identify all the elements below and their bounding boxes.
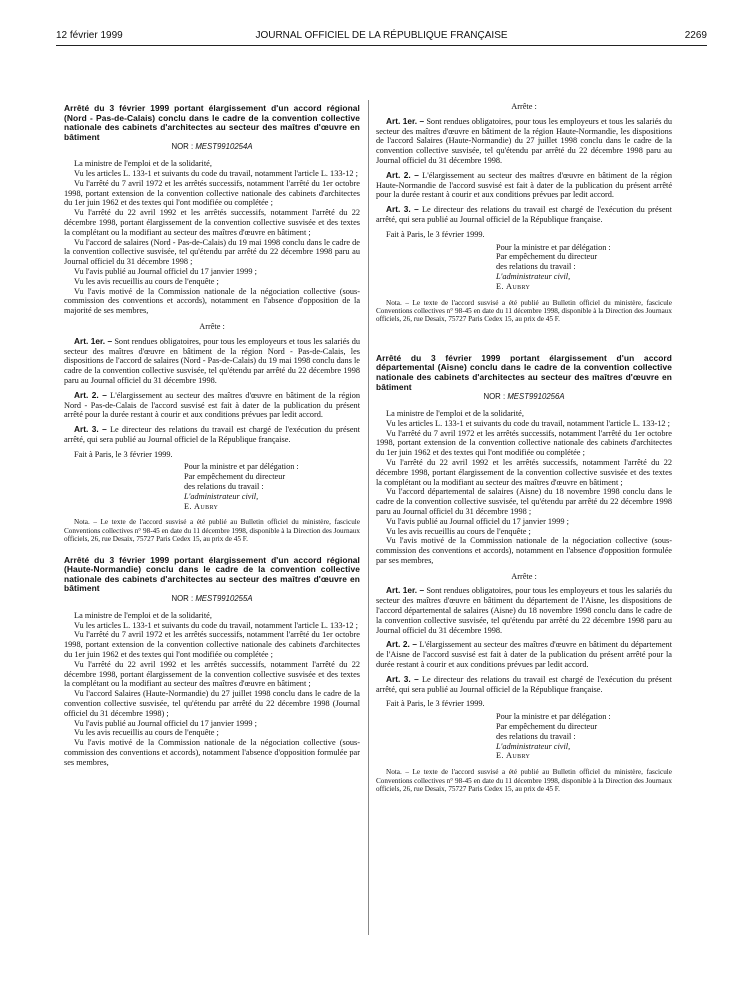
nor-reference — [64, 594, 360, 604]
article-label: Art. 1er. – — [386, 585, 425, 596]
visa: Vu l'avis publié au Journal officiel du 17 janvier 1999 ; — [74, 266, 257, 276]
arrete-title: Arrêté du 3 février 1999 portant élargissement d'un accord départemental (Aisne) conclu dans le cadre de la convention collective nationale des cabinets d'architectes au secteur des maîtres d'œuvre en bâtiment — [376, 352, 672, 392]
nor-code: MEST9910255A — [195, 594, 253, 604]
nor-code: MEST9910256A — [507, 392, 565, 402]
signature-line: des relations du travail : — [496, 731, 576, 741]
article-label: Art. 2. – — [386, 639, 418, 650]
signatory-name: E. Aubry — [496, 751, 531, 761]
article — [376, 117, 672, 166]
header-journal-title: JOURNAL OFFICIEL DE LA RÉPUBLIQUE FRANÇAISE — [255, 30, 508, 41]
nota-note: Nota. – Le texte de l'accord susvisé a été publié au Bulletin officiel du ministère, fascicule Conventions collectives n° 98-45 en date du 11 décembre 1998, disponible à la Direction des Journaux officiels, 26, rue Desaix, 75727 Paris Cedex 15, au prix de 45 F. — [376, 298, 672, 324]
visa: Vu l'arrêté du 22 avril 1992 et les arrêtés successifs, notamment l'arrêté du 22 décembre 1998, portant élargissement de la convention collective susvisée et des textes la complétant ou la modifiant au secteur des maîtres d'œuvre en bâtiment ; — [376, 457, 672, 487]
signature-line: Par empêchement du directeur — [496, 722, 598, 732]
section-gap — [376, 324, 672, 354]
visa: Vu l'avis motivé de la Commission nationale de la négociation collective (sous-commission des conventions et accords), notamment l'absence d'opposition formulée par ses membres, — [64, 738, 360, 767]
signature-line: des relations du travail : — [184, 482, 264, 492]
signing-place-date: Fait à Paris, le 3 février 1999. — [386, 229, 485, 239]
arrete-nord-pas-de-calais — [64, 104, 360, 544]
signature-title: L'administrateur civil, — [496, 741, 571, 751]
visa: Vu les avis recueillis au cours de l'enquête ; — [386, 526, 531, 536]
visa: Vu les avis recueillis au cours de l'enquête ; — [74, 276, 219, 286]
visa: Vu l'avis motivé de la Commission nationale de la négociation collective (sous-commission des conventions et accords), notamment en l'absence d'opposition formulée par ses membres, — [376, 536, 672, 565]
header-rule — [56, 45, 707, 46]
arrete-haute-normandie-continued — [376, 102, 672, 324]
article-text: Le directeur des relations du travail est chargé de l'exécution du présent arrêté, qui sera publié au Journal officiel de la République française. — [376, 674, 672, 694]
visa: Vu l'arrêté du 22 avril 1992 et les arrêtés successifs, notamment l'arrêté du 22 décembre 1998, portant élargissement de la convention collective susvisée et des textes la complétant ou la modifiant au secteur des maîtres d'œuvre en bâtiment ; — [64, 208, 360, 237]
nor-label: NOR : — [171, 594, 194, 604]
article — [64, 337, 360, 386]
article — [376, 586, 672, 635]
header-date: 12 février 1999 — [56, 30, 123, 41]
arrete-label: Arrête : — [511, 102, 537, 111]
signing-place-date: Fait à Paris, le 3 février 1999. — [386, 699, 485, 709]
article-label: Art. 3. – — [386, 673, 419, 684]
visa: Vu l'accord départemental de salaires (Aisne) du 18 novembre 1998 conclu dans le cadre de la convention collective susvisée, tel qu'étendu par arrêté du 22 décembre 1998 paru au Journal officiel du 31 décembre 1998 ; — [376, 487, 672, 516]
article — [376, 171, 672, 200]
article-label: Art. 1er. – — [386, 115, 425, 126]
article-text: Sont rendues obligatoires, pour tous les employeurs et tous les salariés du secteur des maîtres d'œuvre en bâtiment de la région Nord - Pas-de-Calais, les dispositions de l'accord de salaires (Nord - Pas-de-Calais) du 19 mai 1998 conclu dans le cadre de la convention collective susvisée, tel qu'étendu par arrêté du 22 décembre 1998 paru au Journal officiel du 31 décembre 1998. — [64, 336, 361, 385]
arrete-title: Arrêté du 3 février 1999 portant élargissement d'un accord régional (Haute-Normandie) conclu dans le cadre de la convention collective nationale des cabinets d'architectes au secteur des maîtres d'œuvre en bâtiment — [64, 554, 360, 594]
arrete-haute-normandie — [64, 556, 360, 768]
article — [376, 205, 672, 225]
article-text: L'élargissement au secteur des maîtres d'œuvre en bâtiment du département de l'Aisne de l'accord susvisé est fait à dater de la publication du présent arrêté pour la durée restant à courir et aux conditions prévues par ledit accord. — [376, 640, 673, 670]
nor-label: NOR : — [171, 142, 194, 152]
signature-line: Pour la ministre et par délégation : — [184, 462, 299, 472]
article — [376, 675, 672, 695]
article-label: Art. 3. – — [74, 424, 107, 435]
signature-line: Pour la ministre et par délégation : — [496, 242, 611, 252]
visa: Vu les articles L. 133-1 et suivants du code du travail, notamment l'article L. 133-12 ; — [74, 620, 358, 630]
article-label: Art. 1er. – — [74, 335, 113, 346]
article-text: Le directeur des relations du travail est chargé de l'exécution du présent arrêté, qui sera publié au Journal officiel de la République française. — [376, 205, 672, 224]
article — [64, 391, 360, 420]
header-page-number: 2269 — [684, 30, 707, 41]
visa: Vu l'arrêté du 7 avril 1972 et les arrêtés successifs, notamment l'arrêté du 1er octobre 1998, portant extension de la convention collective nationale des cabinets d'architectes du 1er juin 1962 et des textes qui l'ont modifiée ou complétée ; — [376, 428, 672, 458]
nor-reference — [376, 392, 672, 402]
visa: Vu l'arrêté du 7 avril 1972 et les arrêtés successifs, notamment l'arrêté du 1er octobre 1998, portant extension de la convention collective nationale des cabinets d'architectes du 1er juin 1962 et des textes qui l'ont modifiée ou complétée ; — [64, 178, 360, 208]
visa: Vu l'arrêté du 7 avril 1972 et les arrêtés successifs, notamment l'arrêté du 1er octobre 1998, portant extension de la convention collective nationale des cabinets d'architectes du 1er juin 1962 et des textes qui l'ont modifiée ou complétée ; — [64, 630, 360, 660]
arrete-aisne — [376, 354, 672, 794]
section-gap — [64, 544, 360, 556]
article-label: Art. 2. – — [74, 389, 107, 400]
article — [376, 640, 672, 669]
visa: Vu les articles L. 133-1 et suivants du code du travail, notamment l'article L. 133-12 ; — [74, 168, 358, 178]
minister-line: La ministre de l'emploi et de la solidarité, — [386, 408, 524, 418]
minister-line: La ministre de l'emploi et de la solidarité, — [74, 610, 212, 620]
visa: Vu l'arrêté du 22 avril 1992 et les arrêtés successifs, notamment l'arrêté du 22 décembre 1998, portant élargissement de la convention collective susvisée et des textes la complétant ou la modifiant au secteur des maîtres d'œuvre en bâtiment ; — [64, 659, 360, 689]
arrete-label: Arrête : — [199, 321, 225, 331]
minister-line: La ministre de l'emploi et de la solidarité, — [74, 159, 212, 169]
signature-line: Par empêchement du directeur — [496, 252, 598, 262]
visa: Vu les articles L. 133-1 et suivants du code du travail, notamment l'article L. 133-12 ; — [386, 418, 670, 428]
visa: Vu l'avis publié au Journal officiel du 17 janvier 1999 ; — [386, 516, 569, 526]
nor-reference — [64, 142, 360, 152]
article-label: Art. 3. – — [386, 204, 419, 215]
article-text: Le directeur des relations du travail est chargé de l'exécution du présent arrêté, qui sera publié au Journal officiel de la République française. — [64, 425, 360, 444]
article-text: Sont rendues obligatoires, pour tous les employeurs et tous les salariés du secteur des maîtres d'œuvre en bâtiment du département de l'Aisne, les dispositions de l'accord départemental de salaires (Aisne) du 18 novembre 1998 conclu dans le cadre de la convention collective susvisée, tel qu'étendu par arrêté du 22 décembre 1998 paru au Journal officiel du 31 décembre 1998. — [376, 586, 673, 635]
nor-code: MEST9910254A — [195, 142, 253, 152]
nor-label: NOR : — [483, 392, 506, 402]
right-column — [376, 102, 672, 793]
signatory-name: E. Aubry — [496, 281, 531, 291]
signing-place-date: Fait à Paris, le 3 février 1999. — [74, 449, 173, 459]
article-text: L'élargissement au secteur des maîtres d'œuvre en bâtiment de la région Haute-Normandie de l'accord susvisé est fait à dater de la publication du présent arrêté pour la durée restant à courir et aux conditions prévues par ledit accord. — [376, 170, 672, 200]
signature-line: Pour la ministre et par délégation : — [496, 712, 611, 722]
article-label: Art. 2. – — [386, 169, 419, 180]
visa: Vu l'avis publié au Journal officiel du 17 janvier 1999 ; — [74, 718, 257, 728]
signature-line: Par empêchement du directeur — [184, 472, 286, 482]
article-text: L'élargissement au secteur des maîtres d'œuvre en bâtiment de la région Nord - Pas-de-Calais de l'accord susvisé est fait à dater de la publication du présent arrêté pour la durée restant à courir et aux conditions prévues par ledit accord. — [64, 390, 360, 420]
visa: Vu l'avis motivé de la Commission nationale de la négociation collective (sous-commission des conventions et accords), notamment en l'absence d'opposition de la majorité de ses membres, — [64, 286, 360, 316]
article-text: Sont rendues obligatoires, pour tous les employeurs et tous les salariés du secteur des maîtres d'œuvre en bâtiment de la région Haute-Normandie, les dispositions de l'accord Salaires (Haute-Normandie) du 27 juillet 1998 conclu dans le cadre de la convention collective susvisée, tel qu'étendu par arrêté du 22 décembre 1998 paru au Journal officiel du 31 décembre 1998. — [376, 116, 673, 165]
left-column — [64, 104, 360, 768]
nota-note: Nota. – Le texte de l'accord susvisé a été publié au Bulletin officiel du ministère, fascicule Conventions collectives n° 98-45 en date du 11 décembre 1998, disponible à la Direction des Journaux officiels, 26, rue Desaix, 75727 Paris Cedex 15, au prix de 45 F. — [376, 768, 672, 794]
signature-title: L'administrateur civil, — [496, 271, 571, 281]
arrete-label: Arrête : — [511, 571, 537, 581]
article — [64, 425, 360, 445]
signature-title: L'administrateur civil, — [184, 491, 259, 501]
visa: Vu l'accord Salaires (Haute-Normandie) du 27 juillet 1998 conclu dans le cadre de la convention collective susvisée, tel qu'étendu par arrêté du 22 décembre 1998 (Journal officiel du 31 décembre 1998) ; — [64, 689, 360, 718]
signatory-name: E. Aubry — [184, 501, 219, 511]
nota-note: Nota. – Le texte de l'accord susvisé a été publié au Bulletin officiel du ministère, fascicule Conventions collectives n° 98-45 en date du 11 décembre 1998, disponible à la Direction des Journaux officiels, 26, rue Desaix, 75727 Paris Cedex 15, au prix de 45 F. — [64, 518, 360, 544]
visa: Vu l'accord de salaires (Nord - Pas-de-Calais) du 19 mai 1998 conclu dans le cadre de la convention collective susvisée, tel qu'étendu par arrêté du 22 décembre 1998 paru au Journal officiel du 31 décembre 1998 ; — [64, 237, 360, 267]
arrete-title: Arrêté du 3 février 1999 portant élargissement d'un accord régional (Nord - Pas-de-Calais) conclu dans le cadre de la convention collective nationale des cabinets d'architectes au secteur des maîtres d'œuvre en bâtiment — [64, 103, 360, 142]
visa: Vu les avis recueillis au cours de l'enquête ; — [74, 728, 219, 738]
signature-line: des relations du travail : — [496, 262, 576, 272]
column-separator — [368, 100, 369, 935]
page-header — [56, 30, 707, 44]
